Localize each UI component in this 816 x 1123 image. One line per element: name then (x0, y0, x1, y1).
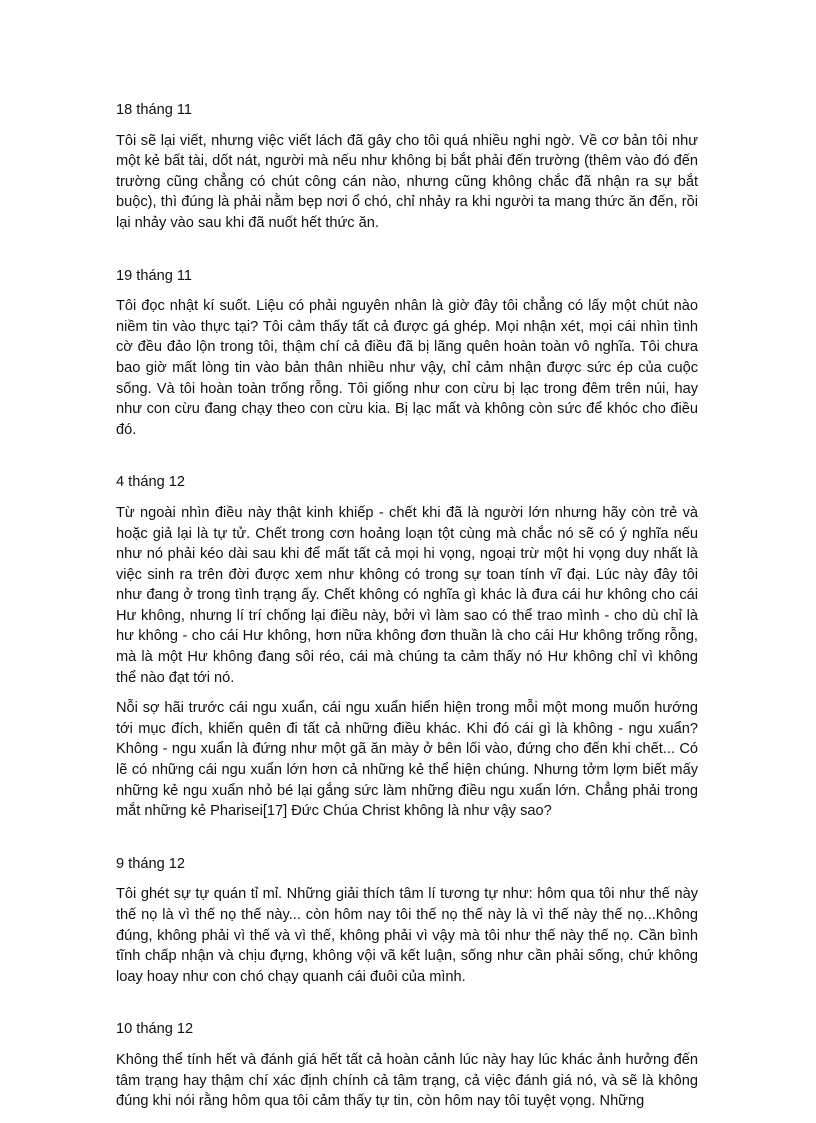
entry-paragraph: Nỗi sợ hãi trước cái ngu xuẩn, cái ngu xuẩn hiển hiện trong mỗi một mong muốn hướng tới mục đích, khiến quên đi tất cả những điều khác. Khi đó cái gì là không - ngu xuẩn? Không - ngu xuẩn là đứng như một gã ăn mày ở bên lối vào, đứng cho đến khi chết... Có lẽ có những cái ngu xuẩn lớn hơn cả những kẻ thể hiện chúng. Nhưng tởm lợm biết mấy những kẻ ngu xuẩn nhỏ bé lại gắng sức làm những điều ngu xuẩn lớn. Chẳng phải trong mắt những kẻ Pharisei[17] Đức Chúa Christ không là như vậy sao? (116, 700, 698, 820)
entry-paragraph: Tôi đọc nhật kí suốt. Liệu có phải nguyên nhân là giờ đây tôi chẳng có lấy một chút nào niềm tin vào thực tại? Tôi cảm thấy tất cả được gá ghép. Mọi nhận xét, mọi cái nhìn tình cờ đều đảo lộn trong tôi, thậm chí cả điều đã bị lãng quên hoàn toàn vô nghĩa. Tôi chưa bao giờ mất lòng tin vào bản thân nhiều như vậy, chỉ cảm nhận được sức ép của cuộc sống. Và tôi hoàn toàn trống rỗng. Tôi giống như con cừu bị lạc trong đêm trên núi, hay như con cừu đang chạy theo con cừu kia. Bị lạc mất và không còn sức để khóc cho điều đó. (116, 298, 698, 438)
entry-date: 4 tháng 12 (116, 474, 185, 491)
diary-entry (116, 266, 698, 441)
diary-entry (116, 1019, 698, 1111)
diary-entry (116, 472, 698, 822)
entry-date: 10 tháng 12 (116, 1021, 194, 1038)
diary-entry (116, 100, 698, 234)
entry-date: 19 tháng 11 (116, 267, 193, 284)
entry-paragraph: Không thể tính hết và đánh giá hết tất cả hoàn cảnh lúc này hay lúc khác ảnh hưởng đến tâm trạng hay thậm chí xác định chính cả tâm trạng, cả việc đánh giá nó, và sẽ là không đúng khi nói rằng hôm qua tôi cảm thấy tự tin, còn hôm nay tôi tuyệt vọng. Những (116, 1051, 698, 1110)
entry-paragraph: Từ ngoài nhìn điều này thật kinh khiếp - chết khi đã là người lớn nhưng hãy còn trẻ và hoặc giả lại là tự tử. Chết trong cơn hoảng loạn tột cùng mà chắc nó sẽ có ý nghĩa nếu như nó phải kéo dài sau khi để mất tất cả mọi hi vọng, ngoại trừ một hi vọng duy nhất là việc sinh ra trên đời được xem như không có trong sự toan tính vĩ đại. Lúc này đây tôi như đang ở trong tình trạng ấy. Chết không có nghĩa gì khác là đưa cái hư không cho cái Hư không, nhưng lí trí chống lại điều này, bởi vì làm sao có thể trao mình - cho dù chỉ là hư không - cho cái Hư không, hơn nữa không đơn thuần là cho cái Hư không trống rỗng, mà là một Hư không đang sôi réo, cái mà chúng ta cảm thấy nó Hư không chỉ vì không thể nào đạt tới nó. (116, 504, 698, 686)
entry-paragraph: Tôi ghét sự tự quán tỉ mỉ. Những giải thích tâm lí tương tự như: hôm qua tôi như thế này thế nọ là vì thế nọ thế này... còn hôm nay tôi thế nọ thế này là vì thế này thế nọ...Không đúng, không phải vì thế và vì thế, không phải vì vậy mà tôi như thế này thế nọ. Cần bình tĩnh chấp nhận và chịu đựng, không vội vã kết luận, sống như cần phải sống, chứ không loay hoay như con chó chạy quanh cái đuôi của mình. (116, 886, 698, 985)
entry-paragraph: Tôi sẽ lại viết, nhưng việc viết lách đã gây cho tôi quá nhiều nghi ngờ. Về cơ bản tôi như một kẻ bất tài, dốt nát, người mà nếu như không bị bắt phải đến trường (thêm vào đó đến trường cũng chẳng có chút công cán nào, nhưng cũng không chắc đã nhận ra sự bắt buộc), thì đúng là phải nằm bẹp nơi ổ chó, chỉ nhảy ra khi người ta mang thức ăn đến, rồi lại nhảy vào sau khi đã nuốt hết thức ăn. (116, 132, 698, 231)
entry-date: 18 tháng 11 (116, 102, 193, 118)
diary-entry (116, 854, 698, 988)
entry-date: 9 tháng 12 (116, 855, 185, 872)
diary-page (116, 100, 698, 1122)
